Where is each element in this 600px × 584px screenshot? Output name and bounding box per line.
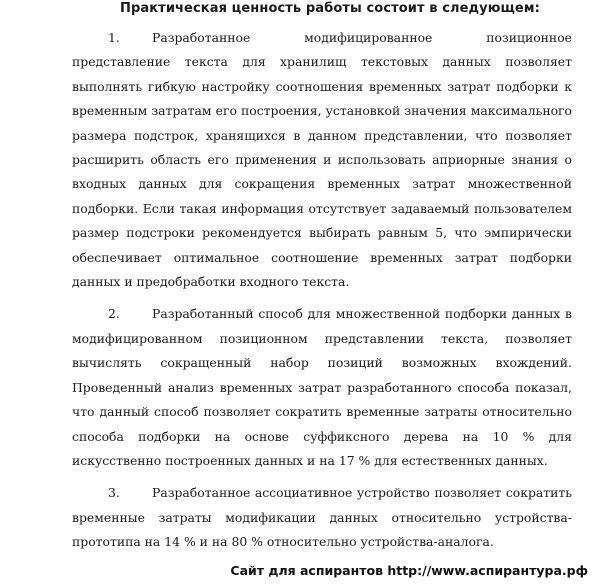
paragraph-1 bbox=[72, 26, 572, 294]
paragraph-number: 1. bbox=[108, 30, 120, 45]
paragraph-2 bbox=[72, 302, 572, 473]
paragraph-number: 2. bbox=[108, 306, 120, 322]
paragraph-text: Разработанный способ для множественной подборки данных в модифицированном позиционном представлении текста, позволяет вычислять сокращенный набор позиций возможных вхождений. Проведенный анализ временных затрат разработанного способа показал, что данный способ позволяет сократить временные затраты относительно способа подборки на основе суффиксного дерева на 10 % для искусственно построенных данных и на 17 % для естественных данных. bbox=[72, 306, 572, 468]
body-text bbox=[72, 26, 572, 563]
paragraph-3 bbox=[72, 481, 572, 554]
section-heading: Практическая ценность работы состоит в следующем: bbox=[120, 1, 540, 16]
paragraph-text: Разработанное модифицированное позиционное представление текста для хранилищ текстовых данных позволяет выполнять гибкую настройку соотношения временных затрат подборки к временным затратам его построения, установкой значения максимального размера подстрок, хранящихся в данном представлении, что позволяет расширить область его применения и использовать априорные знания о входных данных для сокращения временных затрат множественной подборки. Если такая информация отсутствует задаваемый пользователем размер подстроки рекомендуется выбирать равным 5, что эмпирически обеспечивает оптимальное соотношение временных затрат подборки данных и предобработки входного текста. bbox=[72, 30, 572, 290]
paragraph-text: Разработанное ассоциативное устройство позволяет сократить временные затраты модификации данных относительно устройства-прототипа на 14 % и на 80 % относительно устройства-аналога. bbox=[72, 485, 572, 550]
site-watermark: Сайт для аспирантов http://www.аспирантура.рф bbox=[230, 563, 588, 578]
paragraph-number: 3. bbox=[108, 485, 120, 501]
